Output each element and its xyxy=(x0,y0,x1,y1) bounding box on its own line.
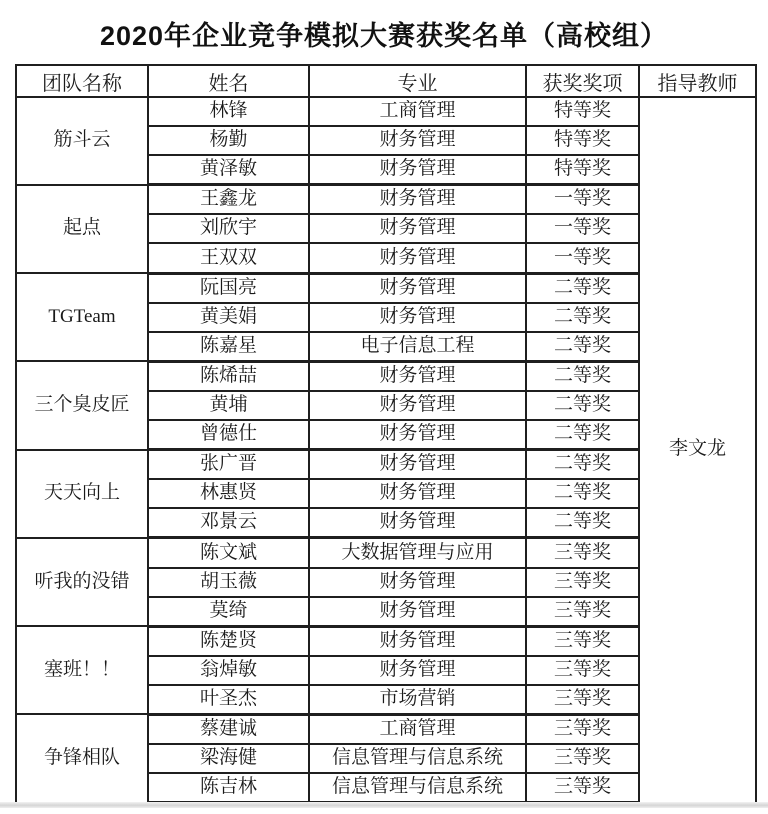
major-cell: 大数据管理与应用 xyxy=(309,538,526,568)
major-cell: 财务管理 xyxy=(309,420,526,450)
member-name-cell: 黄埔 xyxy=(148,391,309,420)
award-cell: 三等奖 xyxy=(526,597,639,627)
major-cell: 财务管理 xyxy=(309,185,526,215)
award-cell: 一等奖 xyxy=(526,243,639,273)
award-cell: 特等奖 xyxy=(526,97,639,126)
major-cell: 财务管理 xyxy=(309,597,526,627)
major-cell: 电子信息工程 xyxy=(309,332,526,362)
award-cell: 一等奖 xyxy=(526,214,639,243)
major-cell: 工商管理 xyxy=(309,97,526,126)
award-cell: 三等奖 xyxy=(526,773,639,803)
member-name-cell: 莫绮 xyxy=(148,597,309,627)
award-cell: 二等奖 xyxy=(526,479,639,508)
award-cell: 二等奖 xyxy=(526,450,639,480)
major-cell: 财务管理 xyxy=(309,155,526,185)
major-cell: 财务管理 xyxy=(309,243,526,273)
member-name-cell: 张广晋 xyxy=(148,450,309,480)
column-header-name: 姓名 xyxy=(148,65,309,97)
member-name-cell: 林惠贤 xyxy=(148,479,309,508)
member-name-cell: 陈嘉星 xyxy=(148,332,309,362)
team-name-cell: TGTeam xyxy=(16,273,148,361)
column-header-advisor: 指导教师 xyxy=(639,65,756,97)
award-cell: 二等奖 xyxy=(526,391,639,420)
header-row xyxy=(16,65,756,97)
major-cell: 财务管理 xyxy=(309,479,526,508)
award-cell: 特等奖 xyxy=(526,126,639,155)
awards-table xyxy=(15,64,757,804)
award-cell: 三等奖 xyxy=(526,685,639,715)
column-header-award: 获奖奖项 xyxy=(526,65,639,97)
award-cell: 三等奖 xyxy=(526,744,639,773)
award-cell: 一等奖 xyxy=(526,185,639,215)
member-name-cell: 王双双 xyxy=(148,243,309,273)
column-header-major: 专业 xyxy=(309,65,526,97)
team-name-cell: 起点 xyxy=(16,185,148,273)
member-name-cell: 叶圣杰 xyxy=(148,685,309,715)
major-cell: 信息管理与信息系统 xyxy=(309,744,526,773)
major-cell: 信息管理与信息系统 xyxy=(309,773,526,803)
major-cell: 财务管理 xyxy=(309,303,526,332)
major-cell: 财务管理 xyxy=(309,391,526,420)
member-name-cell: 梁海健 xyxy=(148,744,309,773)
table-row xyxy=(16,97,756,126)
member-name-cell: 邓景云 xyxy=(148,508,309,538)
major-cell: 财务管理 xyxy=(309,126,526,155)
member-name-cell: 黄泽敏 xyxy=(148,155,309,185)
award-cell: 三等奖 xyxy=(526,568,639,597)
award-cell: 二等奖 xyxy=(526,508,639,538)
member-name-cell: 陈文斌 xyxy=(148,538,309,568)
team-name-cell: 筋斗云 xyxy=(16,97,148,185)
advisor-cell: 李文龙 xyxy=(639,97,756,803)
member-name-cell: 蔡建诚 xyxy=(148,714,309,744)
major-cell: 市场营销 xyxy=(309,685,526,715)
member-name-cell: 陈吉林 xyxy=(148,773,309,803)
member-name-cell: 陈烯喆 xyxy=(148,361,309,391)
major-cell: 财务管理 xyxy=(309,450,526,480)
member-name-cell: 林锋 xyxy=(148,97,309,126)
column-header-team: 团队名称 xyxy=(16,65,148,97)
award-cell: 二等奖 xyxy=(526,361,639,391)
team-name-cell: 三个臭皮匠 xyxy=(16,361,148,449)
major-cell: 财务管理 xyxy=(309,568,526,597)
major-cell: 财务管理 xyxy=(309,508,526,538)
member-name-cell: 陈楚贤 xyxy=(148,626,309,656)
award-cell: 特等奖 xyxy=(526,155,639,185)
award-cell: 三等奖 xyxy=(526,626,639,656)
member-name-cell: 曾德仕 xyxy=(148,420,309,450)
award-cell: 三等奖 xyxy=(526,656,639,685)
major-cell: 工商管理 xyxy=(309,714,526,744)
award-cell: 二等奖 xyxy=(526,303,639,332)
award-cell: 二等奖 xyxy=(526,332,639,362)
major-cell: 财务管理 xyxy=(309,656,526,685)
member-name-cell: 黄美娟 xyxy=(148,303,309,332)
team-name-cell: 塞班！！ xyxy=(16,626,148,714)
major-cell: 财务管理 xyxy=(309,273,526,303)
award-cell: 二等奖 xyxy=(526,273,639,303)
major-cell: 财务管理 xyxy=(309,626,526,656)
member-name-cell: 王鑫龙 xyxy=(148,185,309,215)
member-name-cell: 翁焯敏 xyxy=(148,656,309,685)
team-name-cell: 争锋相队 xyxy=(16,714,148,802)
award-cell: 二等奖 xyxy=(526,420,639,450)
page-title: 2020年企业竞争模拟大赛获奖名单（高校组） xyxy=(99,21,669,51)
team-name-cell: 天天向上 xyxy=(16,450,148,538)
major-cell: 财务管理 xyxy=(309,361,526,391)
team-name-cell: 听我的没错 xyxy=(16,538,148,626)
award-cell: 三等奖 xyxy=(526,538,639,568)
member-name-cell: 刘欣宇 xyxy=(148,214,309,243)
award-cell: 三等奖 xyxy=(526,714,639,744)
member-name-cell: 杨勤 xyxy=(148,126,309,155)
page-edge-shadow xyxy=(0,802,768,808)
member-name-cell: 胡玉薇 xyxy=(148,568,309,597)
awards-table-body xyxy=(16,97,756,803)
major-cell: 财务管理 xyxy=(309,214,526,243)
member-name-cell: 阮国亮 xyxy=(148,273,309,303)
